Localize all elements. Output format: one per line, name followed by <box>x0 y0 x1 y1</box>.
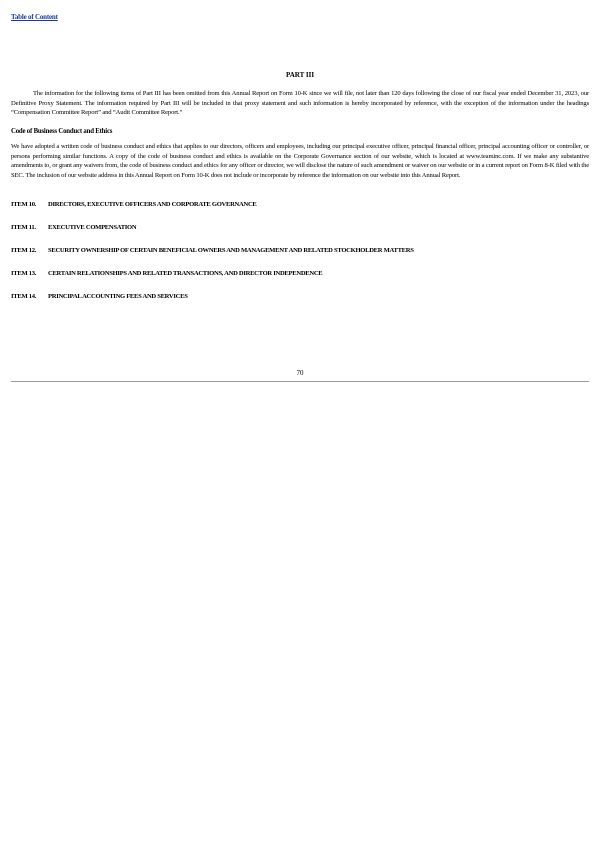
table-of-content-link[interactable]: Table of Content <box>11 13 58 21</box>
part-intro-paragraph: The information for the following items of Part III has been omitted from this Annual Report on Form 10-K since we will file, not later than 120 days following the close of our fiscal year ended December 31, 2023, our Definitive Proxy Statement. The information required by Part III will be included in that proxy statement and such information is hereby incorporated by reference, with the exception of the information under the headings “Compensation Committee Report” and “Audit Committee Report.” <box>11 90 589 117</box>
item-12-heading <box>11 247 414 254</box>
item-number: ITEM 14. <box>11 293 37 300</box>
footer-divider <box>11 381 589 382</box>
item-title: SECURITY OWNERSHIP OF CERTAIN BENEFICIAL OWNERS AND MANAGEMENT AND RELATED STOCKHOLDER MATTERS <box>48 247 414 254</box>
item-10-heading <box>11 201 257 208</box>
part-title: PART III <box>285 71 315 79</box>
item-14-heading <box>11 293 188 300</box>
item-title: CERTAIN RELATIONSHIPS AND RELATED TRANSACTIONS, AND DIRECTOR INDEPENDENCE <box>48 270 323 277</box>
item-13-heading <box>11 270 322 277</box>
item-number: ITEM 12. <box>11 247 37 254</box>
page-number: 70 <box>296 369 304 377</box>
item-number: ITEM 13. <box>11 270 37 277</box>
code-of-conduct-heading: Code of Business Conduct and Ethics <box>11 128 113 135</box>
item-title: DIRECTORS, EXECUTIVE OFFICERS AND CORPORATE GOVERNANCE <box>48 201 257 208</box>
item-11-heading <box>11 224 136 231</box>
item-title: EXECUTIVE COMPENSATION <box>48 224 137 231</box>
item-number: ITEM 10. <box>11 201 37 208</box>
item-number: ITEM 11. <box>11 224 36 231</box>
item-title: PRINCIPAL ACCOUNTING FEES AND SERVICES <box>48 293 188 300</box>
code-of-conduct-paragraph: We have adopted a written code of business conduct and ethics that applies to our directors, officers and employees, including our principal executive officer, principal financial officer, principal accounting officer or controller, or persons performing similar functions. A copy of the code of business conduct and ethics is available on the Corporate Governance section of our website, which is located at www.teaminc.com. If we make any substantive amendments to, or grant any waivers from, the code of business conduct and ethics for any officer or director, we will disclose the nature of such amendment or waiver on our website or in a current report on Form 8-K filed with the SEC. The inclusion of our website address in this Annual Report on Form 10-K does not include or incorporate by reference the information on our website into this Annual Report. <box>11 143 589 179</box>
